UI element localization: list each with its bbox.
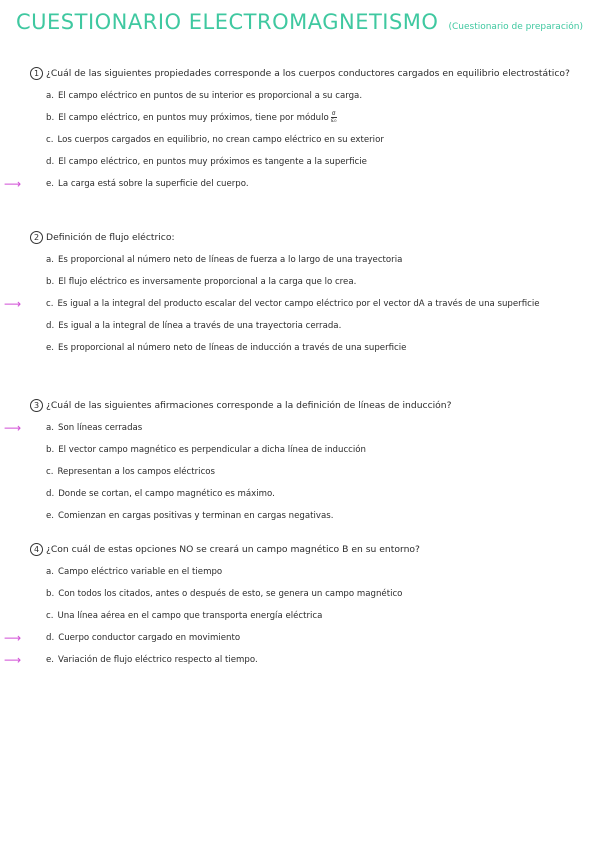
question-1 bbox=[4, 66, 586, 191]
option-text: El flujo eléctrico es inversamente proporcional a la carga que lo crea. bbox=[58, 277, 357, 287]
option-text: El campo eléctrico, en puntos muy próximos es tangente a la superficie bbox=[58, 157, 367, 167]
option-letter: e. bbox=[46, 343, 55, 353]
answer-arrow-icon: ⟶ bbox=[4, 653, 22, 667]
question-number: 4 bbox=[30, 543, 43, 556]
option-c[interactable] bbox=[26, 133, 586, 147]
option-letter: c. bbox=[46, 299, 54, 309]
question-2 bbox=[4, 230, 586, 355]
option-letter: a. bbox=[46, 255, 54, 265]
option-text: El campo eléctrico, en puntos muy próximos, tiene por módulo bbox=[58, 113, 329, 123]
question-text: ¿Con cuál de estas opciones NO se creará un campo magnético B en su entorno? bbox=[46, 544, 420, 555]
option-text: El vector campo magnético es perpendicular a dicha línea de inducción bbox=[58, 445, 366, 455]
option-text: El campo eléctrico en puntos de su interior es proporcional a su carga. bbox=[58, 91, 363, 101]
option-letter: b. bbox=[46, 589, 55, 599]
question-text: Definición de flujo eléctrico: bbox=[46, 232, 175, 243]
option-c[interactable] bbox=[26, 609, 586, 623]
question-number: 2 bbox=[30, 231, 43, 244]
option-e[interactable] bbox=[4, 653, 586, 667]
option-e[interactable] bbox=[26, 509, 586, 523]
answer-arrow-icon: ⟶ bbox=[4, 631, 22, 645]
option-a[interactable] bbox=[26, 253, 586, 267]
option-c[interactable] bbox=[4, 297, 586, 311]
option-text: La carga está sobre la superficie del cuerpo. bbox=[58, 179, 249, 189]
option-d[interactable] bbox=[4, 631, 586, 645]
option-letter: b. bbox=[46, 277, 55, 287]
option-text: Comienzan en cargas positivas y terminan en cargas negativas. bbox=[58, 511, 334, 521]
option-letter: e. bbox=[46, 511, 55, 521]
option-letter: d. bbox=[46, 489, 55, 499]
option-text: Una línea aérea en el campo que transporta energía eléctrica bbox=[57, 611, 323, 621]
option-d[interactable] bbox=[26, 319, 586, 333]
fraction-denominator: ε₀ bbox=[330, 117, 337, 124]
option-letter: d. bbox=[46, 321, 55, 331]
header bbox=[16, 10, 583, 34]
sigma-over-epsilon-fraction bbox=[331, 111, 337, 124]
option-letter: a. bbox=[46, 423, 54, 433]
page-subtitle: (Cuestionario de preparación) bbox=[448, 22, 583, 32]
option-b[interactable] bbox=[26, 275, 586, 289]
option-e[interactable] bbox=[4, 177, 586, 191]
option-text: Los cuerpos cargados en equilibrio, no crean campo eléctrico en su exterior bbox=[57, 135, 384, 145]
option-text: Campo eléctrico variable en el tiempo bbox=[58, 567, 223, 577]
option-text: Es igual a la integral del producto escalar del vector campo eléctrico por el vector dA a través de una superficie bbox=[57, 299, 540, 309]
question-3 bbox=[4, 398, 586, 523]
question-text: ¿Cuál de las siguientes propiedades corresponde a los cuerpos conductores cargados en equilibrio electrostático? bbox=[46, 68, 570, 79]
question-number: 3 bbox=[30, 399, 43, 412]
option-d[interactable] bbox=[26, 487, 586, 501]
option-d[interactable] bbox=[26, 155, 586, 169]
option-text: Con todos los citados, antes o después de esto, se genera un campo magnético bbox=[58, 589, 403, 599]
option-a[interactable] bbox=[26, 89, 586, 103]
option-c[interactable] bbox=[26, 465, 586, 479]
question-4 bbox=[4, 542, 586, 667]
answer-arrow-icon: ⟶ bbox=[4, 297, 22, 311]
answer-arrow-icon: ⟶ bbox=[4, 421, 22, 435]
option-letter: d. bbox=[46, 633, 55, 643]
page-title: CUESTIONARIO ELECTROMAGNETISMO bbox=[16, 10, 439, 34]
option-text: Es proporcional al número neto de líneas de fuerza a lo largo de una trayectoria bbox=[58, 255, 403, 265]
option-letter: a. bbox=[46, 567, 54, 577]
option-letter: c. bbox=[46, 135, 54, 145]
fraction-numerator: σ bbox=[331, 110, 336, 117]
option-letter: e. bbox=[46, 179, 55, 189]
option-letter: c. bbox=[46, 467, 54, 477]
answer-arrow-icon: ⟶ bbox=[4, 177, 22, 191]
option-text: Es proporcional al número neto de líneas de inducción a través de una superficie bbox=[58, 343, 407, 353]
question-stem bbox=[26, 230, 586, 245]
question-stem bbox=[26, 542, 586, 557]
option-e[interactable] bbox=[26, 341, 586, 355]
option-b[interactable] bbox=[26, 111, 586, 125]
option-letter: b. bbox=[46, 113, 55, 123]
question-text: ¿Cuál de las siguientes afirmaciones corresponde a la definición de líneas de inducción? bbox=[46, 400, 452, 411]
option-letter: a. bbox=[46, 91, 54, 101]
option-letter: d. bbox=[46, 157, 55, 167]
option-letter: e. bbox=[46, 655, 55, 665]
option-a[interactable] bbox=[26, 565, 586, 579]
option-text: Representan a los campos eléctricos bbox=[57, 467, 216, 477]
option-text: Donde se cortan, el campo magnético es máximo. bbox=[58, 489, 275, 499]
option-text: Es igual a la integral de línea a través de una trayectoria cerrada. bbox=[58, 321, 342, 331]
option-letter: c. bbox=[46, 611, 54, 621]
question-stem bbox=[26, 398, 586, 413]
option-a[interactable] bbox=[4, 421, 586, 435]
question-stem bbox=[26, 66, 586, 81]
option-b[interactable] bbox=[26, 587, 586, 601]
option-letter: b. bbox=[46, 445, 55, 455]
option-text: Son líneas cerradas bbox=[58, 423, 143, 433]
question-number: 1 bbox=[30, 67, 43, 80]
option-b[interactable] bbox=[26, 443, 586, 457]
option-text: Cuerpo conductor cargado en movimiento bbox=[58, 633, 241, 643]
option-text: Variación de flujo eléctrico respecto al tiempo. bbox=[58, 655, 258, 665]
